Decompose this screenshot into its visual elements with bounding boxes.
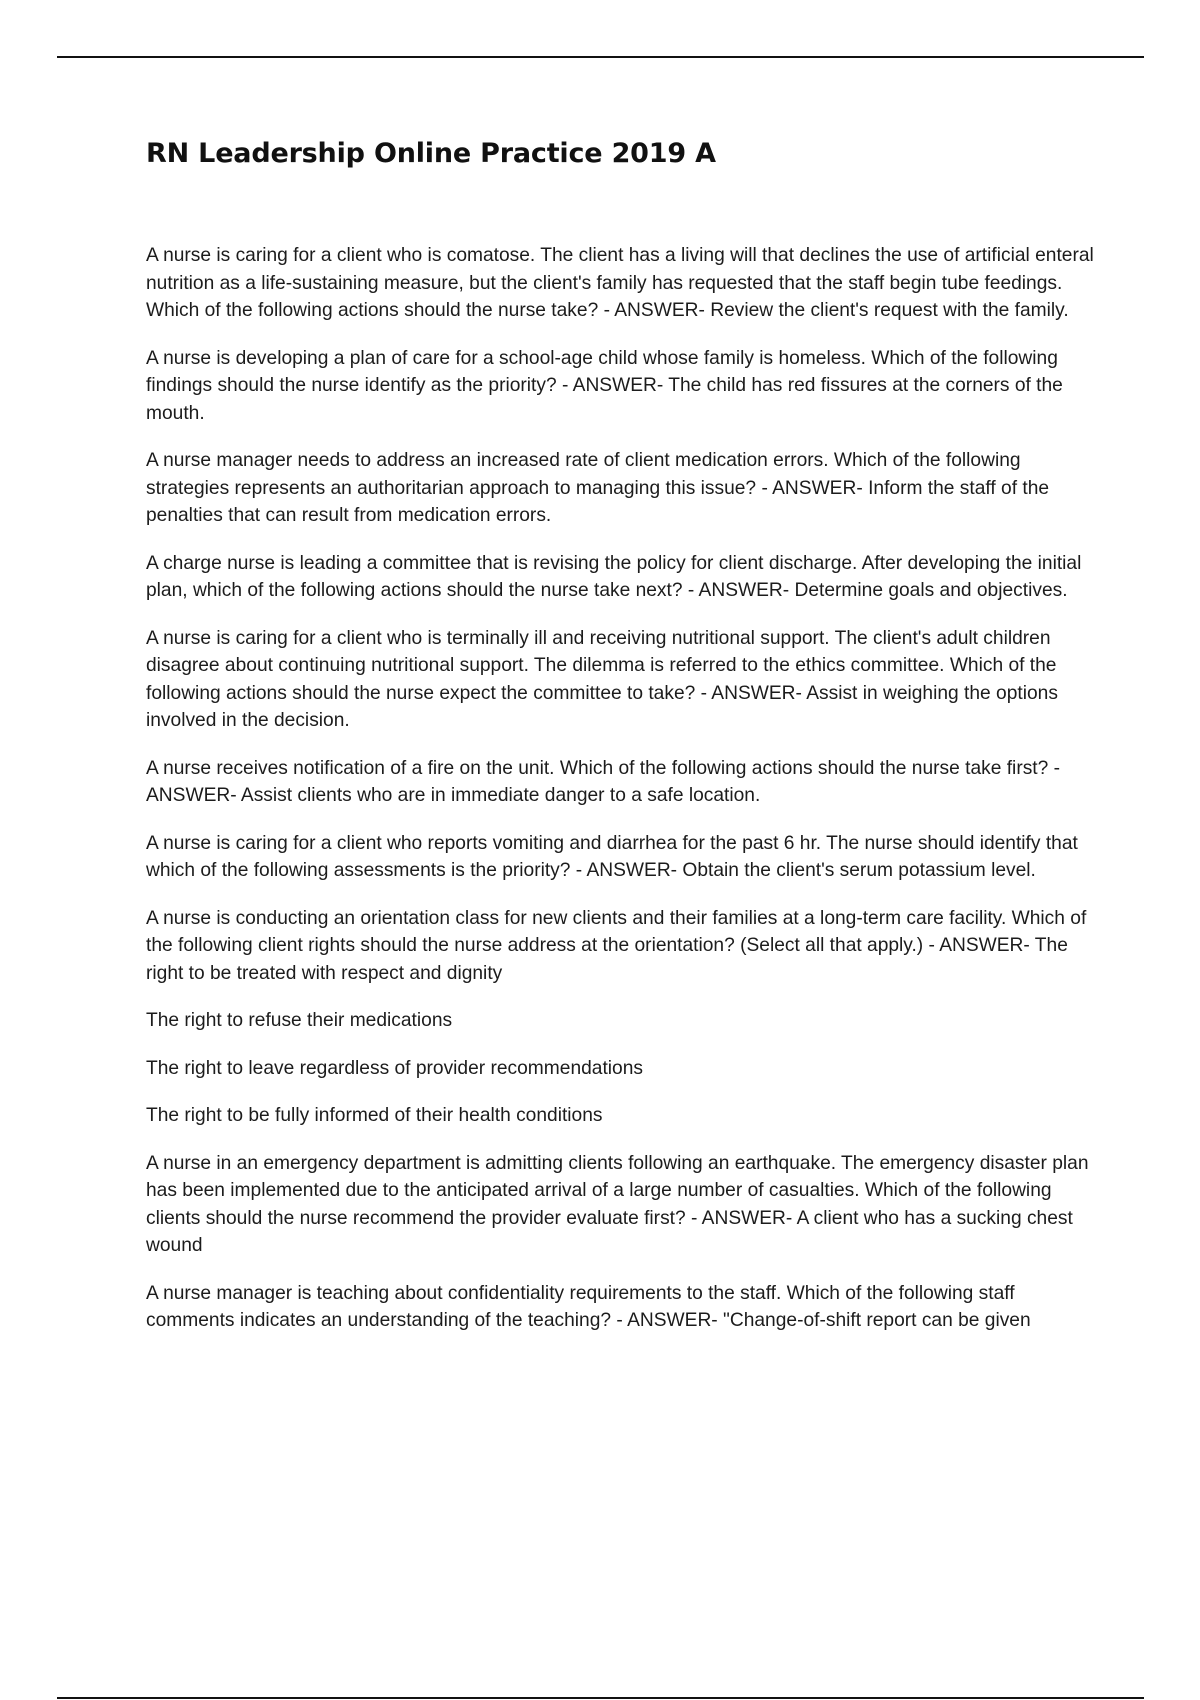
question-text: A nurse is conducting an orientation class for new clients and their families at a long-term care facility. Which of the following client rights should the nurse address at the orientation? (Select all that apply.) — [146, 907, 1087, 956]
answer-marker: - ANSWER- — [691, 1207, 793, 1229]
question-text: A nurse is caring for a client who is comatose. The client has a living will that declines the use of artificial enteral nutrition as a life-sustaining measure, but the client's family has requested that the staff begin tube feedings. Which of the following actions should the nurse take? — [146, 245, 1094, 321]
answer-text: The child has red fissures at the corners of the mouth. — [146, 375, 1063, 424]
qa-item-1 — [146, 242, 1096, 325]
qa-item-9 — [146, 1150, 1096, 1260]
question-text: A nurse in an emergency department is admitting clients following an earthquake. The emergency disaster plan has been implemented due to the anticipated arrival of a large number of casualties. Which of the following clients should the nurse recommend the provider evaluate first? — [146, 1152, 1089, 1229]
answer-marker: - ANSWER- — [603, 300, 705, 321]
answer-text: Assist in weighing the options involved in the decision. — [146, 682, 1058, 731]
answer-marker: - ANSWER- — [928, 935, 1030, 956]
extra-answer-1: The right to refuse their medications — [146, 1010, 453, 1031]
question-text: A charge nurse is leading a committee that is revising the policy for client discharge. After developing the initial plan, which of the following actions should the nurse take next? — [146, 552, 1082, 601]
answer-text: Review the client's request with the family. — [710, 300, 1069, 321]
answer-marker: - ANSWER- — [146, 757, 1061, 806]
answer-marker: - ANSWER- — [761, 477, 863, 499]
answer-text: Inform the staff of the penalties that can result from medication errors. — [146, 477, 1050, 526]
question-text: A nurse is developing a plan of care for a school-age child whose family is homeless. Which of the following findings should the nurse identify as the priority? — [146, 347, 1058, 396]
top-rule — [57, 56, 1144, 58]
qa-item-6 — [146, 755, 1096, 810]
bottom-rule — [57, 1697, 1144, 1699]
answer-marker: - ANSWER- — [700, 682, 802, 704]
answer-marker: - ANSWER- — [687, 580, 790, 601]
question-text: A nurse is caring for a client who reports vomiting and diarrhea for the past 6 hr. The nurse should identify that which of the following assessments is the priority? — [146, 832, 1078, 881]
qa-item-8 — [146, 905, 1096, 988]
qa-item-10 — [146, 1280, 1096, 1335]
qa-item-5 — [146, 625, 1096, 735]
answer-text: Assist clients who are in immediate danger to a safe location. — [240, 785, 761, 806]
question-text: A nurse manager needs to address an increased rate of client medication errors. Which of the following strategies represents an authoritarian approach to managing this issue? — [146, 450, 1021, 499]
qa-list — [146, 242, 1096, 1355]
answer-text: Determine goals and objectives. — [794, 580, 1068, 601]
answer-marker: - ANSWER- — [616, 1310, 718, 1331]
answer-text: The right to be treated with respect and dignity — [146, 935, 1068, 984]
answer-text: A client who has a sucking chest wound — [146, 1207, 1073, 1256]
answer-text: Obtain the client's serum potassium level. — [682, 860, 1036, 881]
answer-marker: - ANSWER- — [575, 860, 678, 881]
qa-item-3 — [146, 447, 1096, 530]
qa-item-2 — [146, 345, 1096, 428]
question-text: A nurse is caring for a client who is terminally ill and receiving nutritional support. The client's adult children disagree about continuing nutritional support. The dilemma is referred to the ethics committee. Which of the following actions should the nurse expect the committee to take? — [146, 627, 1057, 704]
answer-text: "Change-of-shift report can be given — [723, 1310, 1031, 1331]
question-text: A nurse receives notification of a fire on the unit. Which of the following actions should the nurse take first? — [146, 757, 1049, 779]
answer-marker: - ANSWER- — [561, 375, 664, 396]
question-text: A nurse manager is teaching about confidentiality requirements to the staff. Which of the following staff comments indicates an understanding of the teaching? — [146, 1282, 1015, 1331]
qa-item-7 — [146, 830, 1096, 885]
document-title: RN Leadership Online Practice 2019 A — [146, 138, 716, 169]
qa-item-4 — [146, 550, 1096, 605]
extra-answer-3: The right to be fully informed of their health conditions — [146, 1105, 603, 1126]
extra-answer-2: The right to leave regardless of provider recommendations — [146, 1057, 643, 1079]
